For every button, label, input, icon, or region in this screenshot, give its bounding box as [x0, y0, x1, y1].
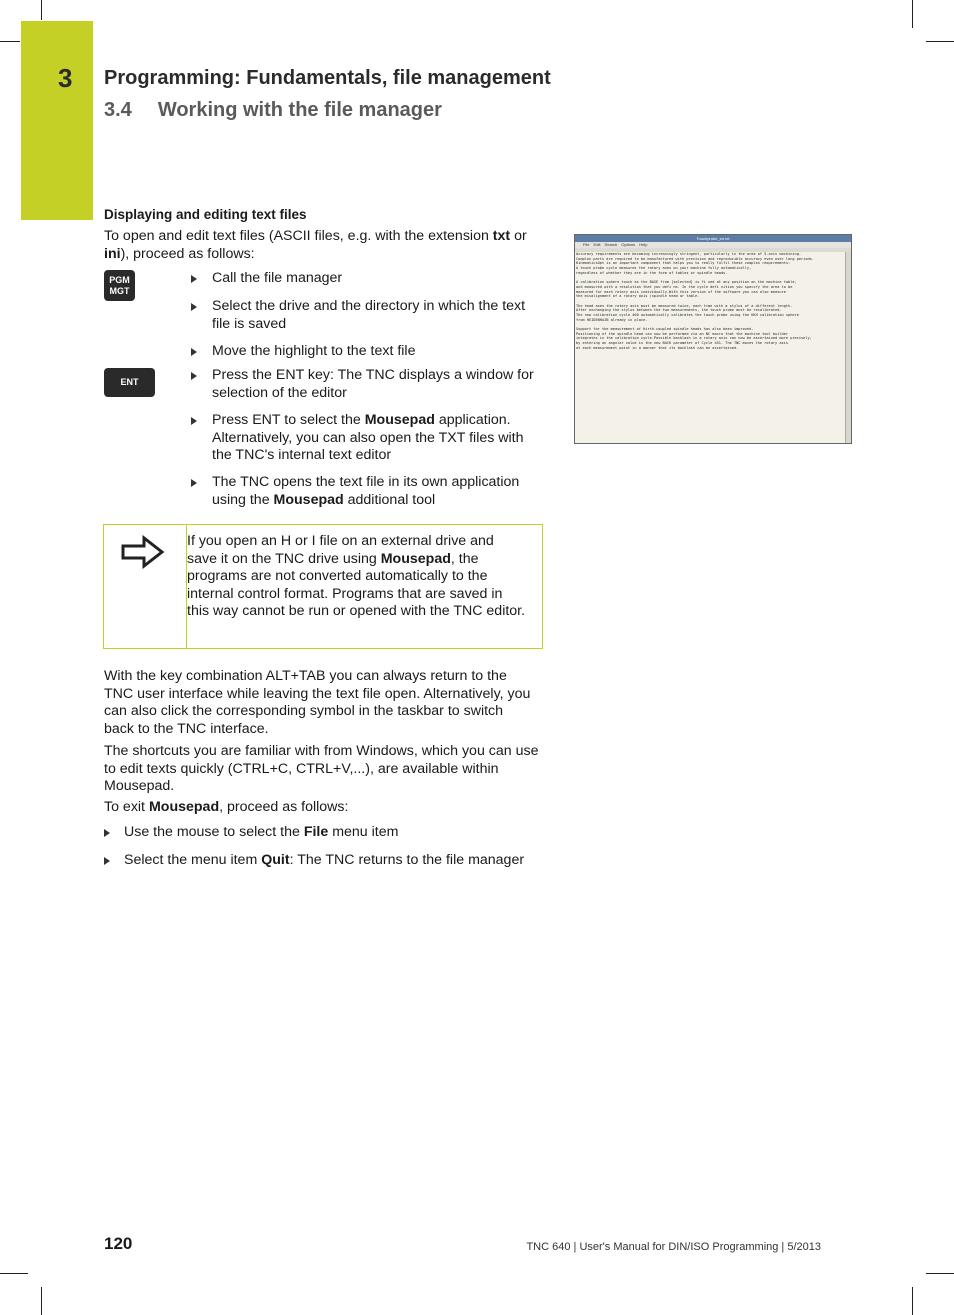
- footer-text: TNC 640 | User's Manual for DIN/ISO Programming | 5/2013: [526, 1241, 821, 1253]
- crop-mark: [926, 1273, 954, 1274]
- note-text: If you open an H or I file on an external drive and save it on the TNC drive using Mousepad, the programs are not converted automatically to the internal control format. Programs that are saved in this way cannot be run or opened with the TNC editor.: [187, 533, 526, 620]
- text-line: and measured with a resolution that you defi ne. In the cycle defi nition you specify the area to be: [576, 284, 793, 289]
- page-number: 120: [104, 1234, 133, 1253]
- text-line: KinematicsOpt is an important component that helps you to really fulfil these complex requirements:: [576, 261, 791, 266]
- section-number: 3.4: [104, 99, 132, 121]
- bullet-arrow-icon: [191, 275, 197, 283]
- text-line: After exchanging the stylus between the two measurements, the touch probe must be recalibrated.: [576, 308, 782, 313]
- bullet-arrow-icon: [104, 857, 110, 865]
- bullet-arrow-icon: [191, 372, 197, 380]
- crop-mark: [912, 1287, 913, 1315]
- text-line: The new calibration cycle 460 automatically calibrates the touch probe using the KKH calibration sphere: [576, 312, 799, 317]
- paragraph-alt-tab: With the key combination ALT+TAB you can always return to the TNC user interface while leaving the text file open. Alternatively, you can also click the corresponding symbol in the taskbar to switch back to the TNC interface.: [104, 668, 531, 737]
- section-heading: Displaying and editing text files: [104, 207, 307, 222]
- step-item: Move the highlight to the text file: [191, 343, 543, 361]
- text-line: at each measurement point in a manner that its backlash can be ascertained.: [576, 345, 739, 350]
- text-line: Positioning of the spindle head can now be performed via an NC macro that the machine tool builder: [576, 331, 789, 336]
- bullet-arrow-icon: [191, 348, 197, 356]
- intro-paragraph: To open and edit text files (ASCII files, e.g. with the extension txt or ini), proceed as follows:: [104, 228, 527, 262]
- step-item: Press ENT to select the Mousepad application. Alternatively, you can also open the TXT files with the TNC's internal text editor: [191, 412, 543, 465]
- menu-bar: File Edit Search Options Help: [575, 242, 851, 248]
- section-title: Working with the file manager: [157, 99, 442, 121]
- section-header: [104, 99, 442, 122]
- text-line: from HEIDENHAIN already in place.: [576, 317, 648, 322]
- chapter-tab: [21, 21, 93, 220]
- chapter-number: 3: [58, 63, 73, 93]
- step-item: Call the file manager: [191, 270, 543, 288]
- note-box: [103, 524, 543, 649]
- chapter-title: Programming: Fundamentals, file management: [104, 67, 551, 89]
- text-line: Support for the measurement of Hirth-coupled spindle heads has also been improved.: [576, 327, 754, 331]
- pgm-mgt-key-icon: PGM MGT: [104, 270, 135, 301]
- text-line: the misalignment of a rotary axis (spindle head or table.: [576, 294, 700, 299]
- crop-mark: [912, 0, 913, 28]
- step-item: The TNC opens the text file in its own application using the Mousepad additional tool: [191, 474, 543, 509]
- paragraph-exit: To exit Mousepad, proceed as follows:: [104, 799, 349, 815]
- text-line: by entering an angular value in the new BACK parameter of Cycle 451. The TNC moves the rotary axis: [576, 341, 789, 346]
- ent-key-icon: ENT: [104, 368, 155, 397]
- step-item: Use the mouse to select the File menu item: [104, 824, 554, 842]
- arrow-right-icon: [120, 535, 166, 569]
- paragraph-shortcuts: The shortcuts you are familiar with from Windows, which you can use to edit texts quickly (CTRL+C, CTRL+V,...), are available within Mousepad.: [104, 743, 539, 795]
- step-item: Select the menu item Quit: The TNC returns to the file manager: [104, 852, 554, 870]
- crop-mark: [41, 1287, 42, 1315]
- window-title: Touchprobe_en.txt: [575, 235, 851, 242]
- text-line: integrates in the calibration cycle.Possible backlash in a rotary axis can now be ascertained more precisely,: [576, 336, 812, 341]
- step-item: Select the drive and the directory in which the text file is saved: [191, 298, 543, 333]
- text-area: [575, 252, 846, 443]
- bullet-arrow-icon: [104, 829, 110, 837]
- text-line: A calibration sphere touch as the BASE from [selected] is fi xed at any position on the machine table,: [576, 280, 797, 285]
- step-item: Press the ENT key: The TNC displays a window for selection of the editor: [191, 367, 543, 402]
- crop-mark: [41, 0, 42, 20]
- text-line: measured for each rotary axis individually.With this version of the software you can also measure: [576, 289, 786, 294]
- scrollbar: [845, 252, 851, 443]
- text-line: regardless of whether they are in the form of tables or spindle heads.: [576, 270, 728, 275]
- bullet-arrow-icon: [191, 303, 197, 311]
- crop-mark: [0, 1273, 28, 1274]
- text-line: Accuracy requirements are becoming increasingly stringent, particularly in the area of 5-axis machining.: [576, 252, 802, 256]
- crop-mark: [926, 41, 954, 42]
- text-line: The head axes the rotary axis must be measured twice, each time with a stylus of a different length.: [576, 303, 793, 308]
- bullet-arrow-icon: [191, 479, 197, 487]
- text-line: Complex parts are required to be manufactured with precision and reproducible accuracy even over long periods.: [576, 256, 814, 261]
- text-line: A touch probe cycle measures the rotary axes on your machine fully automatically,: [576, 266, 752, 271]
- bullet-arrow-icon: [191, 417, 197, 425]
- mousepad-screenshot: [574, 234, 852, 444]
- crop-mark: [0, 41, 20, 42]
